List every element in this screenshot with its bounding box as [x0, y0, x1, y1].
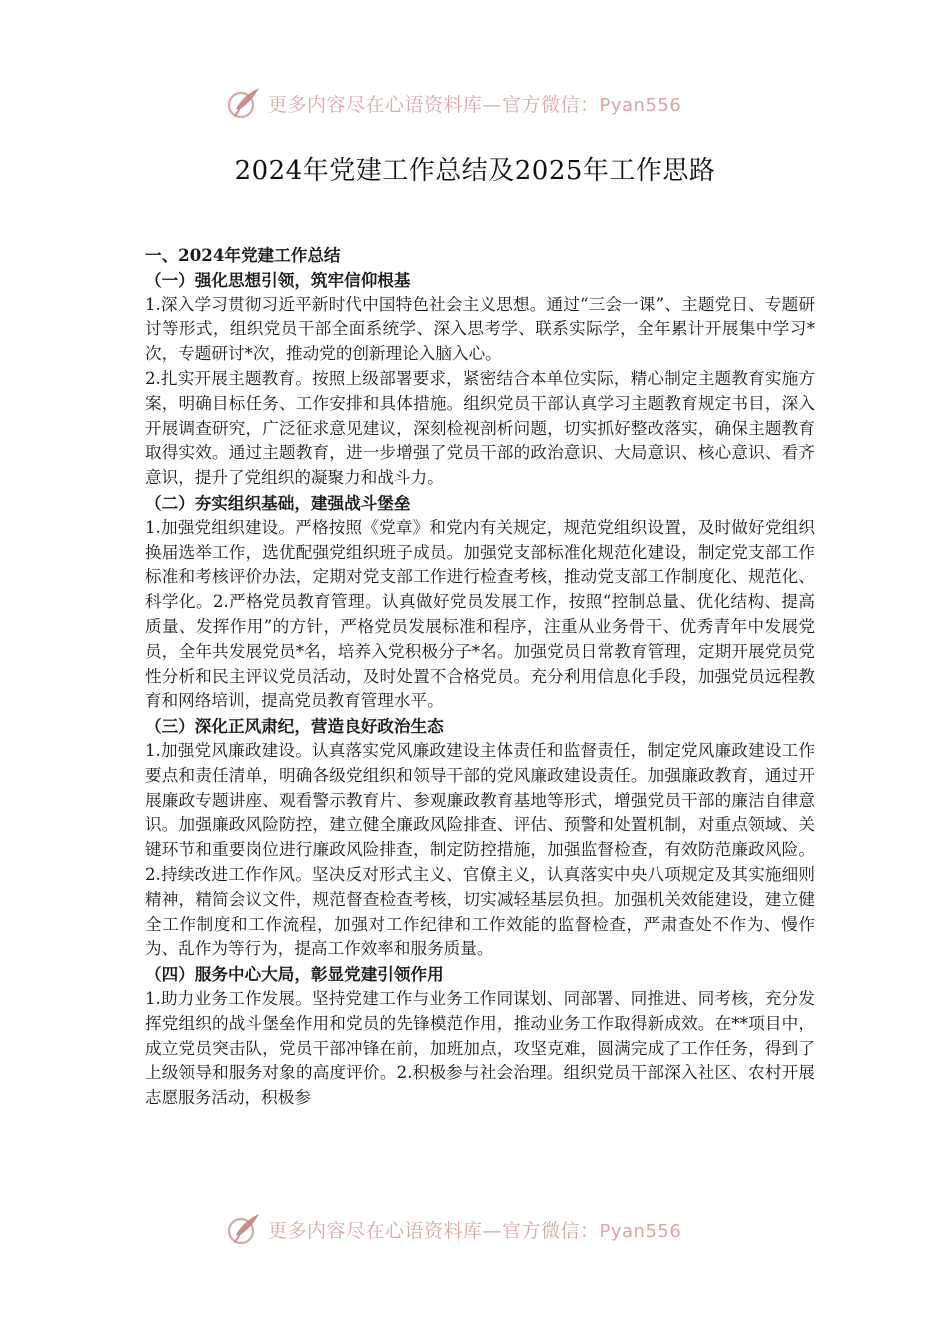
document-title: 2024年党建工作总结及2025年工作思路 [234, 156, 716, 186]
subsection-heading-4: （四）服务中心大局，彰显党建引领作用 [145, 964, 444, 985]
paragraph-3-1: 1.加强党风廉政建设。认真落实党风廉政建设主体责任和监督责任，制定党风廉政建设工作要点和责任清单，明确各级党组织和领导干部的党风廉政建设责任。加强廉政教育，通过开展廉政专题讲座、观看警示教育片、参观廉政教育基地等形式，增强党员干部的廉洁自律意识。加强廉政风险防控，建立健全廉政风险排查、评估、预警和处置机制，对重点领域、关键环节和重要岗位进行廉政风险排查，制定防控措施，加强监督检查，有效防范廉政风险。2.持续改进工作作风。坚决反对形式主义、官僚主义，认真落实中央八项规定及其实施细则精神，精简会议文件，规范督查检查考核，切实减轻基层负担。加强机关效能建设，建立健全工作制度和工作流程，加强对工作纪律和工作效能的监督检查，严肃查处不作为、慢作为、乱作为等行为，提高工作效率和服务质量。 [145, 740, 815, 959]
watermark-footer [226, 1209, 746, 1249]
watermark-header [226, 83, 746, 123]
section-heading-1: 一、2024年党建工作总结 [145, 245, 341, 265]
watermark-text: 更多内容尽在心语资料库—官方微信：Pyan556 [268, 1219, 682, 1242]
watermark-id: Pyan556 [599, 94, 682, 116]
quill-logo-icon [226, 1211, 262, 1247]
paragraph-4-1: 1.助力业务工作发展。坚持党建工作与业务工作同谋划、同部署、同推进、同考核，充分发挥党组织的战斗堡垒作用和党员的先锋模范作用，推动业务工作取得新成效。在**项目中，成立党员突击队，党员干部冲锋在前，加班加点，攻坚克难，圆满完成了工作任务，得到了上级领导和服务对象的高度评价。2.积极参与社会治理。组织党员干部深入社区、农村开展志愿服务活动，积极参 [145, 988, 815, 1108]
subsection-heading-3: （三）深化正风肃纪，营造良好政治生态 [145, 716, 444, 737]
document-body [145, 243, 815, 1111]
paragraph-1-2: 2.扎实开展主题教育。按照上级部署要求，紧密结合本单位实际，精心制定主题教育实施方案，明确目标任务、工作安排和具体措施。组织党员干部认真学习主题教育规定书目，深入开展调查研究，广泛征求意见建议，深刻检视剖析问题，切实抓好整改落实，确保主题教育取得实效。通过主题教育，进一步增强了党员干部的政治意识、大局意识、核心意识、看齐意识，提升了党组织的凝聚力和战斗力。 [145, 368, 815, 488]
quill-logo-icon [226, 85, 262, 121]
paragraph-1-1: 1.深入学习贯彻习近平新时代中国特色社会主义思想。通过“三会一课”、主题党日、专题研讨等形式，组织党员干部全面系统学、深入思考学、联系实际学，全年累计开展集中学习*次，专题研讨*次，推动党的创新理论入脑入心。 [145, 294, 815, 364]
watermark-id: Pyan556 [599, 1220, 682, 1242]
subsection-heading-2: （二）夯实组织基础，建强战斗堡垒 [145, 492, 411, 513]
paragraph-2-1: 1.加强党组织建设。严格按照《党章》和党内有关规定，规范党组织设置，及时做好党组织换届选举工作，选优配强党组织班子成员。加强党支部标准化规范化建设，制定党支部工作标准和考核评价办法，定期对党支部工作进行检查考核，推动党支部工作制度化、规范化、科学化。2.严格党员教育管理。认真做好党员发展工作，按照“控制总量、优化结构、提高质量、发挥作用”的方针，严格党员发展标准和程序，注重从业务骨干、优秀青年中发展党员，全年共发展党员*名，培养入党积极分子*名。加强党员日常教育管理，定期开展党员党性分析和民主评议党员活动，及时处置不合格党员。充分利用信息化手段，加强党员远程教育和网络培训，提高党员教育管理水平。 [145, 517, 815, 711]
subsection-heading-1: （一）强化思想引领，筑牢信仰根基 [145, 269, 411, 290]
watermark-text: 更多内容尽在心语资料库—官方微信：Pyan556 [268, 93, 682, 116]
